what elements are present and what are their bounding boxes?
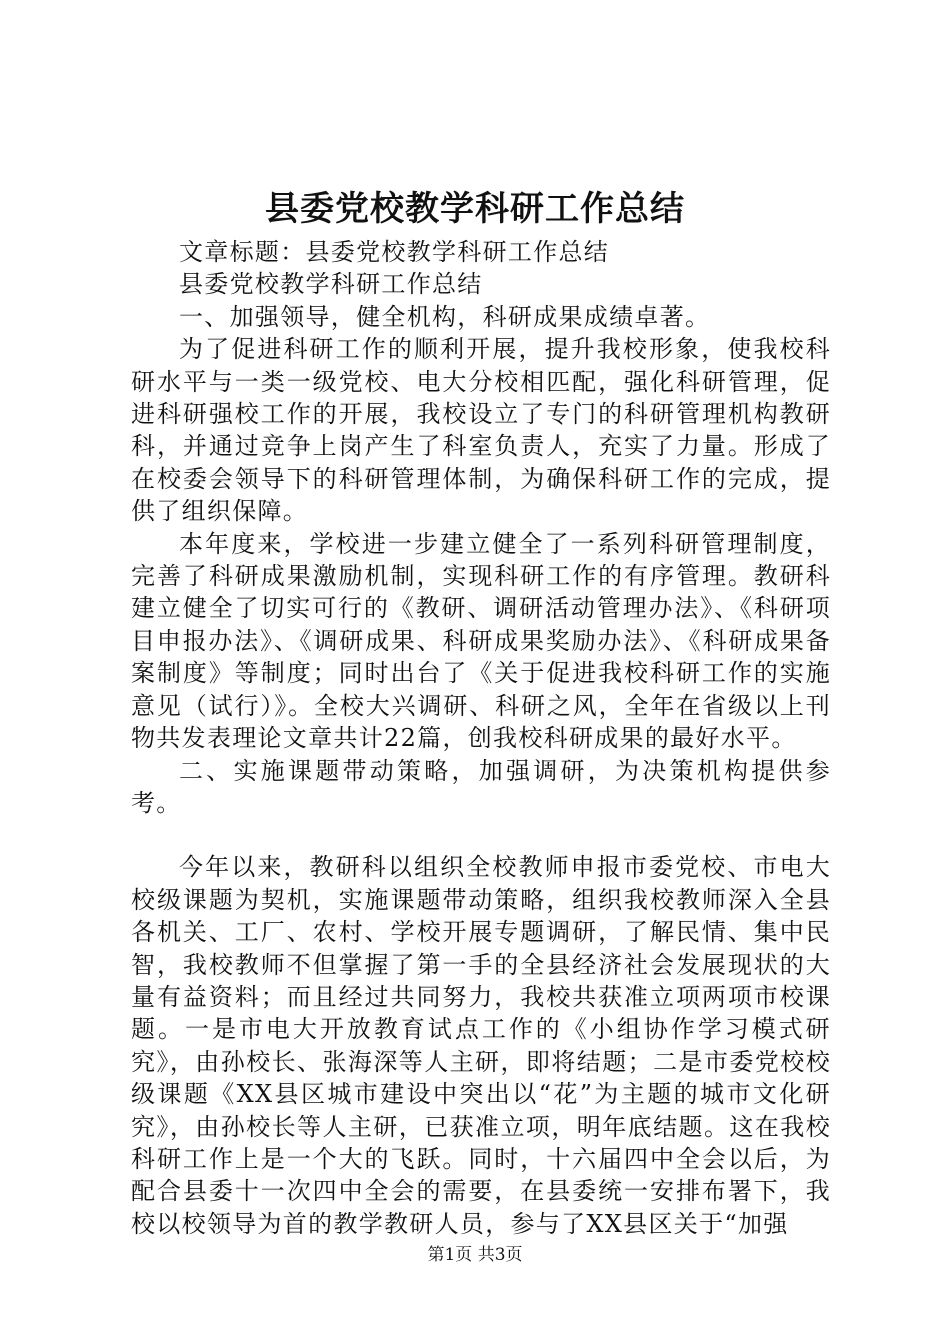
document-body <box>131 236 831 1240</box>
section-heading-2: 二、实施课题带动策略，加强调研，为决策机构提供参考。 <box>131 756 831 817</box>
section-heading-1: 一、加强领导，健全机构，科研成果成绩卓著。 <box>179 302 711 331</box>
paragraph-subtitle: 县委党校教学科研工作总结 <box>179 270 483 299</box>
paragraph: 今年以来，教研科以组织全校教师申报市委党校、市电大校级课题为契机，实施课题带动策略，组织我校教师深入全县各机关、工厂、农村、学校开展专题调研，了解民情、集中民智，我校教师不但掌握了第一手的全县经济社会发展现状的大量有益资料；而且经过共同努力，我校共获准立项两项市校课题。一是市电大开放教育试点工作的《小组协作学习模式研究》，由孙校长、张海深等人主研，即将结题；二是市委党校校级课题《XX县区城市建设中突出以“花”为主题的城市文化研究》，由孙校长等人主研，已获准立项，明年底结题。这在我校科研工作上是一个大的飞跃。同时，十六届四中全会以后，为配合县委十一次四中全会的需要，在县委统一安排布署下，我校以校领导为首的教学教研人员，参与了XX县区关于“加强 <box>131 853 831 1238</box>
paragraph: 本年度来，学校进一步建立健全了一系列科研管理制度，完善了科研成果激励机制，实现科研工作的有序管理。教研科建立健全了切实可行的《教研、调研活动管理办法》、《科研项目申报办法》、《调研成果、科研成果奖励办法》、《科研成果备案制度》等制度；同时出台了《关于促进我校科研工作的实施意见（试行）》。全校大兴调研、科研之风，全年在省级以上刊物共发表理论文章共计22篇，创我校科研成果的最好水平。 <box>131 529 831 753</box>
document-title: 县委党校教学科研工作总结 <box>265 189 685 229</box>
page-number-footer: 第1页 共3页 <box>427 1245 523 1265</box>
paragraph-article-title: 文章标题：县委党校教学科研工作总结 <box>179 238 610 266</box>
paragraph: 为了促进科研工作的顺利开展，提升我校形象，使我校科研水平与一类一级党校、电大分校相匹配，强化科研管理，促进科研强校工作的开展，我校设立了专门的科研管理机构教研科，并通过竞争上岗产生了科室负责人，充实了力量。形成了在校委会领导下的科研管理体制，为确保科研工作的完成，提供了组织保障。 <box>131 335 831 526</box>
